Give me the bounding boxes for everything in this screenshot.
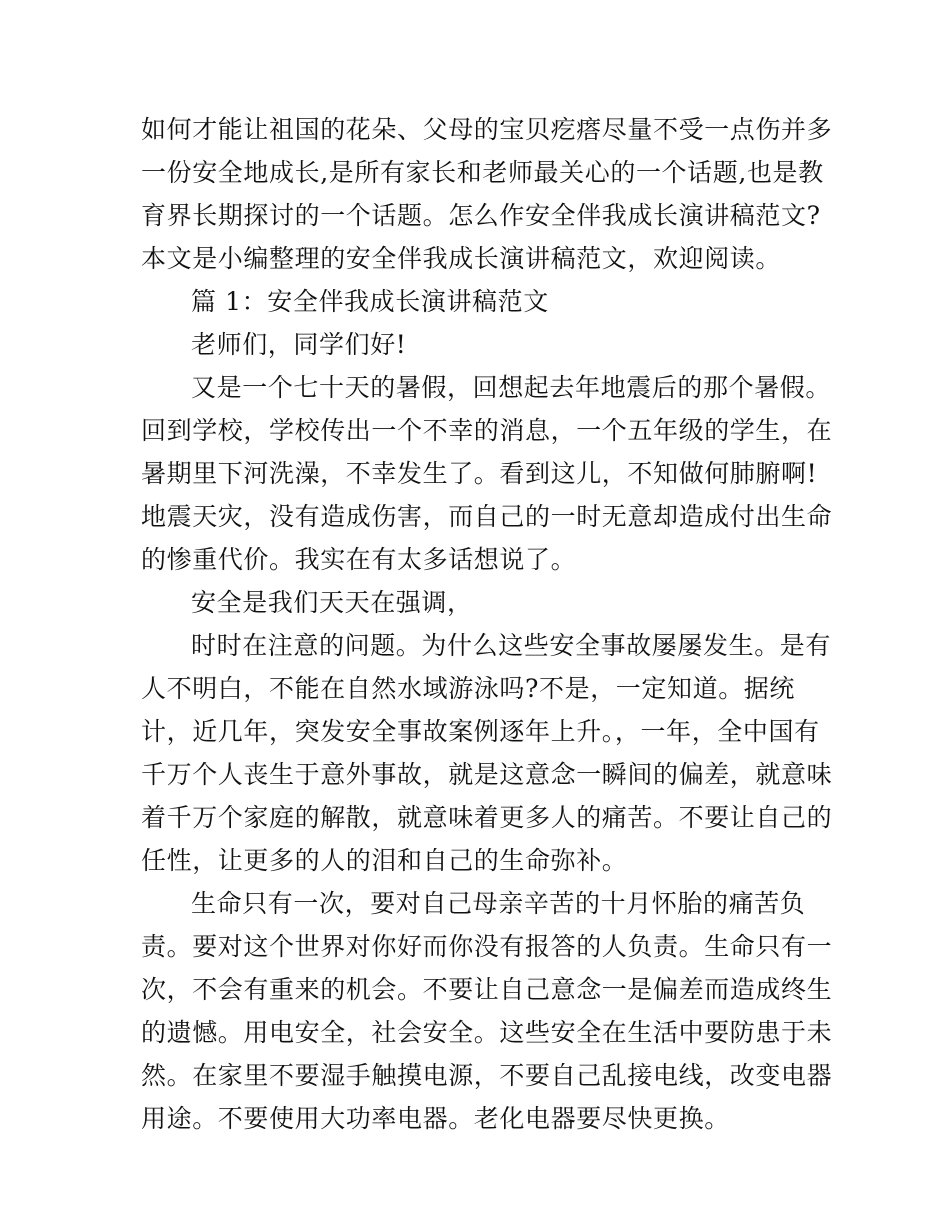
greeting-line: 老师们，同学们好! bbox=[191, 330, 407, 359]
text-line: 着千万个家庭的解散，就意味着更多人的痛苦。不要让自己的 bbox=[141, 803, 833, 832]
text-line: 的遗憾。用电安全，社会安全。这些安全在生活中要防患于未 bbox=[141, 1018, 833, 1047]
text-line: 然。在家里不要湿手触摸电源，不要自己乱接电线，改变电器 bbox=[141, 1061, 833, 1090]
text-line: 安全是我们天天在强调， bbox=[191, 588, 473, 617]
text-line: 本文是小编整理的安全伴我成长演讲稿范文，欢迎阅读。 bbox=[141, 244, 782, 273]
text-line: 责。要对这个世界对你好而你没有报答的人负责。生命只有一 bbox=[141, 932, 833, 961]
text-line: 地震天灾，没有造成伤害，而自己的一时无意却造成付出生命 bbox=[141, 502, 833, 531]
text-line: 育界长期探讨的一个话题。怎么作安全伴我成长演讲稿范文? bbox=[141, 201, 821, 230]
text-line: 如何才能让祖国的花朵、父母的宝贝疙瘩尽量不受一点伤并多 bbox=[141, 115, 833, 144]
text-line: 计，近几年，突发安全事故案例逐年上升。，一年，全中国有 bbox=[141, 717, 820, 746]
text-line: 任性，让更多的人的泪和自己的生命弥补。 bbox=[141, 846, 628, 875]
document-body bbox=[141, 108, 833, 1140]
text-line: 用途。不要使用大功率电器。老化电器要尽快更换。 bbox=[141, 1104, 730, 1133]
text-line: 一份安全地成长,是所有家长和老师最关心的一个话题,也是教 bbox=[141, 158, 824, 187]
text-line: 的惨重代价。我实在有太多话想说了。 bbox=[141, 545, 577, 574]
text-line: 生命只有一次，要对自己母亲辛苦的十月怀胎的痛苦负 bbox=[191, 889, 806, 918]
text-line: 千万个人丧生于意外事故，就是这意念一瞬间的偏差，就意味 bbox=[141, 760, 833, 789]
text-line: 回到学校，学校传出一个不幸的消息，一个五年级的学生，在 bbox=[141, 416, 833, 445]
section-heading: 篇 1：安全伴我成长演讲稿范文 bbox=[191, 287, 549, 316]
text-line: 又是一个七十天的暑假，回想起去年地震后的那个暑假。 bbox=[191, 373, 832, 402]
text-line: 时时在注意的问题。为什么这些安全事故屡屡发生。是有 bbox=[191, 631, 832, 660]
text-line: 暑期里下河洗澡，不幸发生了。看到这儿，不知做何肺腑啊! bbox=[141, 459, 818, 488]
text-line: 次，不会有重来的机会。不要让自己意念一是偏差而造成终生 bbox=[141, 975, 833, 1004]
text-line: 人不明白，不能在自然水域游泳吗?不是，一定知道。据统 bbox=[141, 674, 796, 703]
